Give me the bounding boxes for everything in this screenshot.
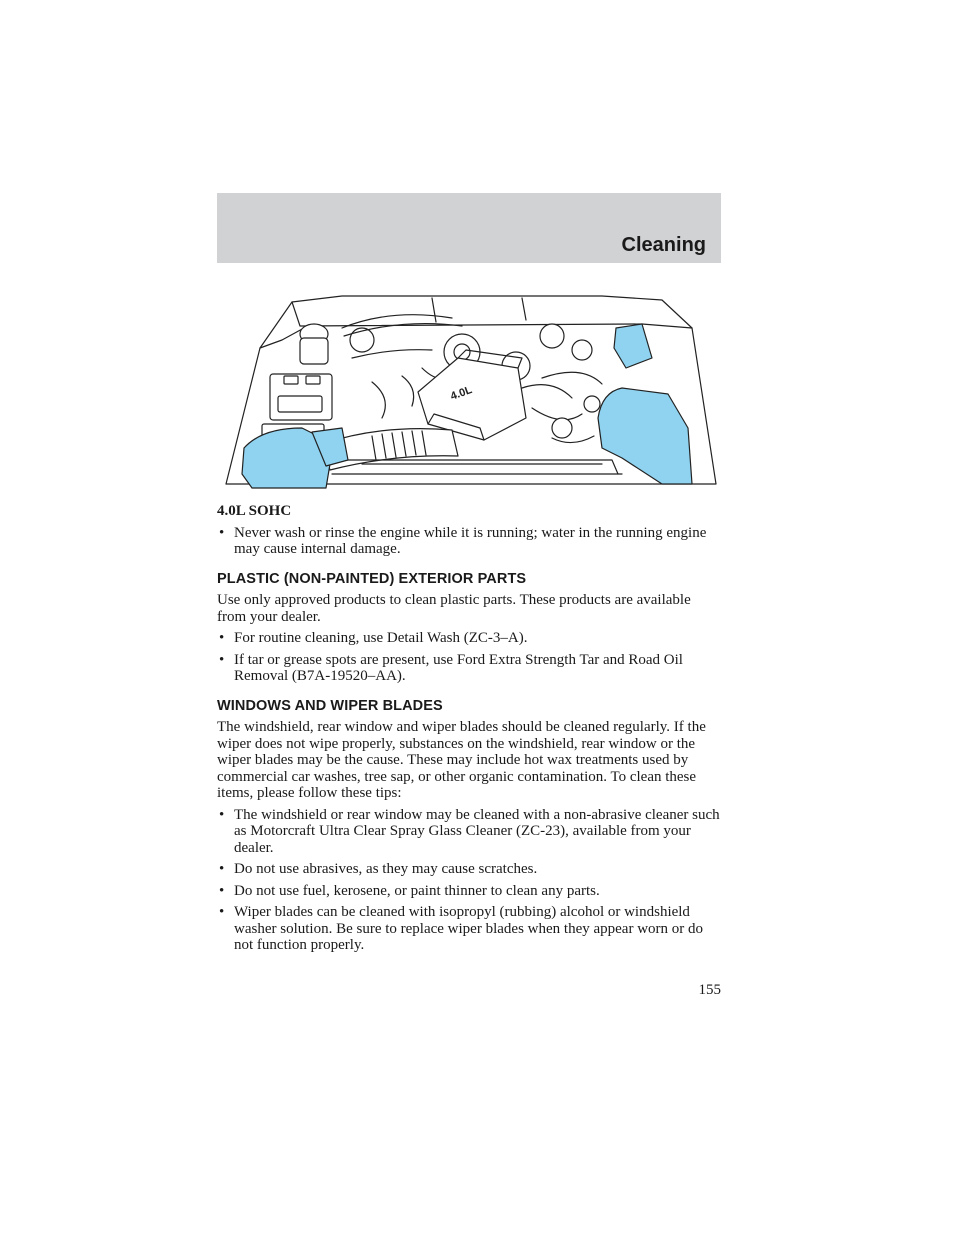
bullet-icon: • bbox=[219, 861, 225, 877]
list-item: • Never wash or rinse the engine while it is running; water in the running engine may cause internal damage. bbox=[219, 524, 707, 557]
section-title: Cleaning bbox=[621, 234, 706, 256]
windows-wipers-list bbox=[217, 807, 723, 954]
bullet-icon: • bbox=[219, 630, 225, 646]
paragraph-windows-wipers: The windshield, rear window and wiper blades should be cleaned regularly. If the wiper does not wipe properly, substances on the windshield, rear window or the wiper blades may be the cause. These may include hot wax treatments used by commercial car washes, tree sap, or other organic contamination. To clean these items, please follow these tips: bbox=[217, 719, 706, 801]
list-item: • The windshield or rear window may be cleaned with a non-abrasive cleaner such as Motorcraft Ultra Clear Spray Glass Cleaner (ZC-23), available from your dealer. bbox=[219, 806, 720, 856]
section-heading-windows-wipers: WINDOWS AND WIPER BLADES bbox=[217, 697, 443, 714]
list-item: • For routine cleaning, use Detail Wash (ZC-3–A). bbox=[219, 630, 528, 646]
bullet-icon: • bbox=[219, 524, 225, 541]
section-heading-plastic-parts: PLASTIC (NON-PAINTED) EXTERIOR PARTS bbox=[217, 570, 527, 587]
bullet-icon: • bbox=[219, 806, 225, 823]
bullet-icon: • bbox=[219, 882, 225, 899]
page-content bbox=[217, 503, 723, 959]
bullet-icon: • bbox=[219, 651, 225, 668]
list-item: • If tar or grease spots are present, use Ford Extra Strength Tar and Road Oil Removal (B7A-19520–AA). bbox=[219, 651, 683, 684]
figure-caption: 4.0L SOHC bbox=[217, 503, 292, 519]
engine-warning-list bbox=[217, 525, 723, 558]
bullet-icon: • bbox=[219, 904, 225, 920]
section-header-band bbox=[217, 193, 721, 263]
list-item: • Do not use fuel, kerosene, or paint thinner to clean any parts. bbox=[219, 882, 600, 899]
engine-cover-label: 4.0L bbox=[448, 384, 474, 403]
engine-compartment-illustration bbox=[222, 288, 720, 494]
plastic-parts-list bbox=[217, 630, 723, 685]
list-item: • Wiper blades can be cleaned with isopropyl (rubbing) alcohol or windshield washer solution. Be sure to replace wiper blades when they appear worn or do not function properly. bbox=[219, 904, 704, 953]
paragraph-plastic-parts: Use only approved products to clean plastic parts. These products are available from your dealer. bbox=[217, 592, 691, 625]
page-number: 155 bbox=[698, 982, 721, 998]
list-item: • Do not use abrasives, as they may cause scratches. bbox=[219, 861, 538, 877]
